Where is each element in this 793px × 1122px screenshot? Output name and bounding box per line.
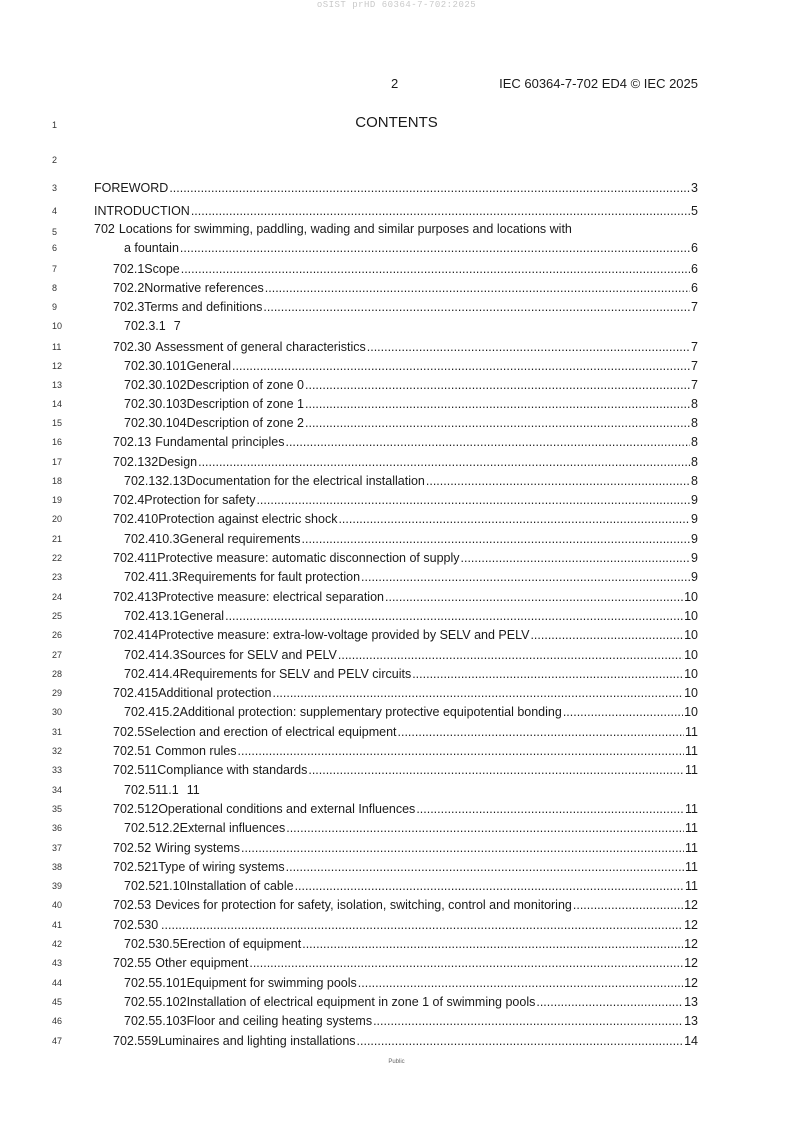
toc-entry-title: Documentation for the electrical installation (186, 474, 425, 488)
toc-entry-number: 702.51 (113, 744, 152, 758)
line-number: 1 (52, 120, 58, 130)
dot-leader (385, 588, 683, 607)
toc-entry-page: 6 (691, 262, 698, 276)
toc-entry-page: 9 (691, 551, 698, 565)
toc-entry-page: 6 (691, 241, 698, 255)
dot-leader (272, 684, 683, 703)
line-number: 43 (52, 958, 63, 968)
dot-leader (232, 357, 690, 376)
toc-entry-page: 11 (685, 744, 698, 758)
dot-leader (308, 761, 684, 780)
toc-entry-number: 702.30.102 (124, 378, 187, 392)
toc-entry[interactable] (124, 395, 698, 414)
toc-entry[interactable] (124, 317, 181, 336)
dot-leader (302, 935, 683, 954)
toc-entry-number: 702.521 (113, 860, 159, 874)
line-number: 6 (52, 243, 58, 253)
toc-entry[interactable] (124, 1012, 698, 1031)
toc-entry-title: Devices for protection for safety, isolation, switching, control and monitoring (155, 898, 572, 912)
toc-entry-page: 12 (684, 976, 698, 990)
line-number: 13 (52, 380, 63, 390)
toc-entry-title: Description of zone 0 (186, 378, 304, 392)
toc-entry-number: 702.415 (113, 686, 159, 700)
toc-entry[interactable] (94, 202, 698, 221)
toc-entry[interactable] (113, 338, 698, 357)
toc-entry-title: Assessment of general characteristics (155, 340, 366, 354)
line-number: 7 (52, 264, 58, 274)
toc-entry[interactable] (124, 568, 698, 587)
dot-leader (338, 646, 683, 665)
toc-entry-page: 11 (685, 763, 698, 777)
toc-entry-title: Other equipment (155, 956, 249, 970)
toc-entry[interactable] (124, 646, 698, 665)
line-number: 39 (52, 881, 63, 891)
toc-entry-page: 7 (691, 359, 698, 373)
dot-leader (285, 433, 690, 452)
toc-entry-page: 10 (684, 648, 698, 662)
dot-leader (286, 819, 684, 838)
dot-leader (338, 510, 690, 529)
toc-entry[interactable] (113, 626, 698, 645)
toc-entry[interactable] (124, 530, 698, 549)
toc-entry[interactable] (113, 588, 698, 607)
toc-entry[interactable] (113, 723, 698, 742)
dot-leader (426, 472, 690, 491)
line-number: 25 (52, 611, 63, 621)
toc-entry[interactable] (124, 877, 698, 896)
toc-entry-title: 7 (173, 319, 181, 333)
toc-entry-title: Normative references (144, 281, 264, 295)
line-number: 24 (52, 592, 63, 602)
toc-entry-title: Locations for swimming, paddling, wading and similar purposes and locations with (118, 222, 572, 236)
dot-leader (180, 239, 690, 258)
dot-leader (367, 338, 690, 357)
toc-entry[interactable] (113, 761, 698, 780)
toc-entry-number: 702.55 (113, 956, 152, 970)
classification-footer: Public (388, 1059, 405, 1065)
toc-entry-page: 9 (691, 512, 698, 526)
dot-leader (256, 491, 690, 510)
line-number: 37 (52, 843, 63, 853)
toc-entry[interactable] (113, 298, 698, 317)
dot-leader (536, 993, 683, 1012)
toc-entry-title: a fountain (124, 241, 179, 255)
toc-entry-title: INTRODUCTION (94, 204, 190, 218)
dot-leader (398, 723, 685, 742)
toc-entry[interactable] (113, 510, 698, 529)
toc-entry-title: 11 (186, 783, 200, 797)
dot-leader (361, 568, 690, 587)
toc-entry-title: Protective measure: extra-low-voltage provided by SELV and PELV (158, 628, 530, 642)
toc-entry-page: 11 (685, 802, 698, 816)
line-number: 12 (52, 361, 63, 371)
line-number: 45 (52, 997, 63, 1007)
watermark: oSIST prHD 60364-7-702:2025 (316, 0, 477, 10)
toc-entry-number: 702.411.3 (124, 570, 179, 584)
page-title-text: CONTENTS (355, 114, 438, 131)
toc-entry[interactable] (113, 491, 698, 510)
toc-entry-number: 702.30.101 (124, 359, 187, 373)
line-number: 29 (52, 688, 63, 698)
toc-entry-page: 3 (691, 181, 698, 195)
toc-entry-number: 702.132 (113, 455, 159, 469)
line-number: 36 (52, 823, 63, 833)
toc-entry-title: Description of zone 1 (186, 397, 304, 411)
toc-entry-title: Wiring systems (155, 841, 240, 855)
toc-entry-number: 702.512.2 (124, 821, 180, 835)
toc-entry-title: General (186, 359, 232, 373)
toc-entry-title: FOREWORD (94, 181, 169, 195)
toc-entry-number: 702.521.10 (124, 879, 187, 893)
dot-leader (573, 896, 683, 915)
toc-entry-page: 12 (684, 918, 698, 932)
dot-leader (295, 877, 684, 896)
toc-entry-title: Terms and definitions (144, 300, 263, 314)
toc-entry-number: 702 (94, 222, 115, 236)
toc-entry-number: 702.52 (113, 841, 152, 855)
toc-entry[interactable] (113, 839, 698, 858)
toc-entry-number: 702.411 (113, 551, 158, 565)
toc-entry-title: Protective measure: automatic disconnection of supply (157, 551, 460, 565)
dot-leader (357, 1032, 684, 1051)
dot-leader (305, 395, 690, 414)
toc-entry-number: 702.3.1 (124, 319, 166, 333)
toc-entry-number: 702.13 (113, 435, 152, 449)
line-number: 26 (52, 630, 63, 640)
toc-entry-page: 8 (691, 455, 698, 469)
toc-entry-number: 702.413.1 (124, 609, 180, 623)
line-number: 22 (52, 553, 63, 563)
toc-entry-number: 702.559 (113, 1034, 159, 1048)
toc-entry[interactable] (124, 376, 698, 395)
toc-entry-title: Common rules (155, 744, 237, 758)
line-number: 34 (52, 785, 63, 795)
toc-entry-page: 7 (691, 300, 698, 314)
dot-leader (181, 260, 690, 279)
toc-entry[interactable] (113, 549, 698, 568)
toc-entry[interactable] (124, 414, 698, 433)
page-number: 2 (391, 76, 399, 91)
toc-entry-title: Sources for SELV and PELV (179, 648, 337, 662)
toc-entry-number: 702.511.1 (124, 783, 179, 797)
toc-entry-title: External influences (179, 821, 286, 835)
dot-leader (265, 279, 690, 298)
toc-entry-number: 702.413 (113, 590, 159, 604)
line-number: 17 (52, 457, 63, 467)
dot-leader (412, 665, 683, 684)
toc-entry-title: Protection against electric shock (158, 512, 338, 526)
toc-entry-title: Requirements for SELV and PELV circuits (179, 667, 412, 681)
dot-leader (286, 858, 684, 877)
toc-entry-title: Floor and ceiling heating systems (186, 1014, 373, 1028)
line-number: 5 (52, 227, 58, 237)
line-number: 35 (52, 804, 63, 814)
line-number: 41 (52, 920, 63, 930)
toc-entry-title: Additional protection (158, 686, 272, 700)
toc-entry-title: General (179, 609, 225, 623)
toc-entry[interactable] (124, 703, 698, 722)
toc-entry-number: 702.30.103 (124, 397, 187, 411)
toc-entry[interactable] (113, 800, 698, 819)
toc-entry-number: 702.414.3 (124, 648, 180, 662)
toc-entry-number: 702.511 (113, 763, 158, 777)
line-number: 33 (52, 765, 63, 775)
toc-entry-page: 10 (684, 667, 698, 681)
toc-entry-number: 702.512 (113, 802, 159, 816)
toc-entry-number: 702.4 (113, 493, 145, 507)
toc-entry-number: 702.410.3 (124, 532, 180, 546)
toc-entry-number: 702.55.103 (124, 1014, 187, 1028)
toc-entry-page: 11 (685, 841, 698, 855)
toc-entry-number: 702.414.4 (124, 667, 180, 681)
toc-entry-title: Compliance with standards (157, 763, 308, 777)
dot-leader (238, 742, 685, 761)
toc-entry-page: 8 (691, 474, 698, 488)
toc-entry-page: 11 (685, 879, 698, 893)
toc-entry-page: 7 (691, 340, 698, 354)
toc-entry-title: Requirements for fault protection (178, 570, 361, 584)
dot-leader (191, 202, 690, 221)
toc-entry[interactable] (113, 916, 698, 935)
line-number: 38 (52, 862, 63, 872)
toc-entry-page: 9 (691, 493, 698, 507)
dot-leader (373, 1012, 683, 1031)
toc-entry[interactable] (113, 433, 698, 452)
toc-entry[interactable] (124, 357, 698, 376)
toc-entry-page: 5 (691, 204, 698, 218)
line-number: 14 (52, 399, 63, 409)
dot-leader (249, 954, 683, 973)
toc-entry-number: 702.53 (113, 898, 152, 912)
line-number: 47 (52, 1036, 63, 1046)
line-number: 4 (52, 206, 58, 216)
line-number: 30 (52, 707, 63, 717)
toc-entry[interactable] (124, 472, 698, 491)
dot-leader (358, 974, 683, 993)
line-number: 46 (52, 1016, 63, 1026)
line-number: 10 (52, 321, 63, 331)
dot-leader (563, 703, 683, 722)
toc-entry-number: 702.30 (113, 340, 152, 354)
toc-entry-title: Design (158, 455, 198, 469)
line-number: 3 (52, 183, 58, 193)
toc-entry-page: 14 (684, 1034, 698, 1048)
toc-entry-number: 702.2 (113, 281, 145, 295)
line-number: 28 (52, 669, 63, 679)
dot-leader (241, 839, 684, 858)
toc-entry-number: 702.30.104 (124, 416, 187, 430)
toc-entry-title: Protection for safety (144, 493, 256, 507)
toc-entry-number: 702.530.5 (124, 937, 180, 951)
toc-entry-title: Selection and erection of electrical equipment (144, 725, 397, 739)
line-number: 27 (52, 650, 63, 660)
dot-leader (161, 916, 683, 935)
toc-entry[interactable] (113, 954, 698, 973)
toc-entry-number: 702.5 (113, 725, 145, 739)
toc-entry-page: 9 (691, 532, 698, 546)
toc-entry[interactable] (113, 896, 698, 915)
dot-leader (302, 530, 691, 549)
toc-entry-page: 11 (685, 860, 698, 874)
toc-entry[interactable] (94, 179, 698, 198)
toc-entry[interactable] (124, 974, 698, 993)
toc-entry-page: 12 (684, 898, 698, 912)
toc-entry-title: Fundamental principles (155, 435, 285, 449)
toc-entry[interactable] (113, 260, 698, 279)
line-number: 16 (52, 437, 63, 447)
line-number: 2 (52, 155, 58, 165)
toc-entry-page: 12 (684, 937, 698, 951)
line-number: 31 (52, 727, 63, 737)
toc-entry[interactable] (113, 742, 698, 761)
toc-entry-title: Protective measure: electrical separation (158, 590, 384, 604)
toc-entry-number: 702.410 (113, 512, 159, 526)
toc-entry-number: 702.415.2 (124, 705, 180, 719)
dot-leader (461, 549, 691, 568)
toc-entry[interactable] (124, 819, 698, 838)
toc-entry[interactable] (113, 1032, 698, 1051)
dot-leader (530, 626, 683, 645)
dot-leader (198, 453, 690, 472)
toc-entry[interactable] (113, 684, 698, 703)
line-number: 9 (52, 302, 58, 312)
dot-leader (305, 414, 690, 433)
toc-entry[interactable] (113, 453, 698, 472)
toc-entry-title: Luminaires and lighting installations (158, 1034, 356, 1048)
line-number: 42 (52, 939, 63, 949)
page-title (0, 114, 793, 131)
toc-entry-page: 11 (685, 821, 698, 835)
line-number: 8 (52, 283, 58, 293)
toc-entry[interactable] (113, 279, 698, 298)
line-number: 32 (52, 746, 63, 756)
toc-entry-page: 6 (691, 281, 698, 295)
toc-entry-page: 13 (684, 1014, 698, 1028)
toc-entry-number: 702.132.13 (124, 474, 187, 488)
dot-leader (169, 179, 690, 198)
toc-entry-title: General requirements (179, 532, 301, 546)
line-number: 19 (52, 495, 63, 505)
toc-entry[interactable] (124, 239, 698, 258)
dot-leader (305, 376, 690, 395)
toc-entry-title: Description of zone 2 (186, 416, 304, 430)
line-number: 18 (52, 476, 63, 486)
line-number: 23 (52, 572, 63, 582)
toc-entry[interactable] (124, 665, 698, 684)
toc-entry-title: Additional protection: supplementary protective equipotential bonding (179, 705, 562, 719)
toc-entry-page: 9 (691, 570, 698, 584)
toc-entry-title: Equipment for swimming pools (186, 976, 357, 990)
dot-leader (416, 800, 684, 819)
dot-leader (225, 607, 683, 626)
toc-entry[interactable] (124, 607, 698, 626)
document-reference: IEC 60364-7-702 ED4 © IEC 2025 (499, 76, 698, 91)
line-number: 40 (52, 900, 63, 910)
toc-entry-title: Scope (144, 262, 180, 276)
toc-entry-page: 7 (691, 378, 698, 392)
toc-entry[interactable] (94, 220, 572, 239)
toc-entry-number: 702.55.102 (124, 995, 187, 1009)
toc-entry-number: 702.414 (113, 628, 159, 642)
toc-entry-title: Installation of electrical equipment in zone 1 of swimming pools (186, 995, 536, 1009)
toc-entry-page: 10 (684, 705, 698, 719)
toc-entry-page: 12 (684, 956, 698, 970)
line-number: 21 (52, 534, 63, 544)
toc-entry[interactable] (124, 993, 698, 1012)
toc-entry-page: 10 (684, 609, 698, 623)
toc-entry-number: 702.55.101 (124, 976, 187, 990)
toc-entry[interactable] (124, 935, 698, 954)
line-number: 44 (52, 978, 63, 988)
line-number: 15 (52, 418, 63, 428)
toc-entry-page: 8 (691, 435, 698, 449)
toc-entry-number: 702.1 (113, 262, 145, 276)
toc-entry-page: 8 (691, 397, 698, 411)
toc-entry-title: Operational conditions and external Influences (158, 802, 416, 816)
toc-entry-number: 702.3 (113, 300, 145, 314)
toc-entry-page: 10 (684, 686, 698, 700)
dot-leader (263, 298, 690, 317)
toc-entry[interactable] (124, 781, 200, 800)
toc-entry-page: 11 (685, 725, 698, 739)
toc-entry[interactable] (113, 858, 698, 877)
toc-entry-page: 13 (684, 995, 698, 1009)
toc-entry-page: 8 (691, 416, 698, 430)
toc-entry-title: Type of wiring systems (158, 860, 285, 874)
toc-entry-page: 10 (684, 590, 698, 604)
toc-entry-title: Installation of cable (186, 879, 294, 893)
toc-entry-title: Erection of equipment (179, 937, 302, 951)
line-number: 11 (52, 342, 62, 352)
line-number: 20 (52, 514, 63, 524)
toc-entry-page: 10 (684, 628, 698, 642)
toc-entry-number: 702.530 (113, 918, 159, 932)
